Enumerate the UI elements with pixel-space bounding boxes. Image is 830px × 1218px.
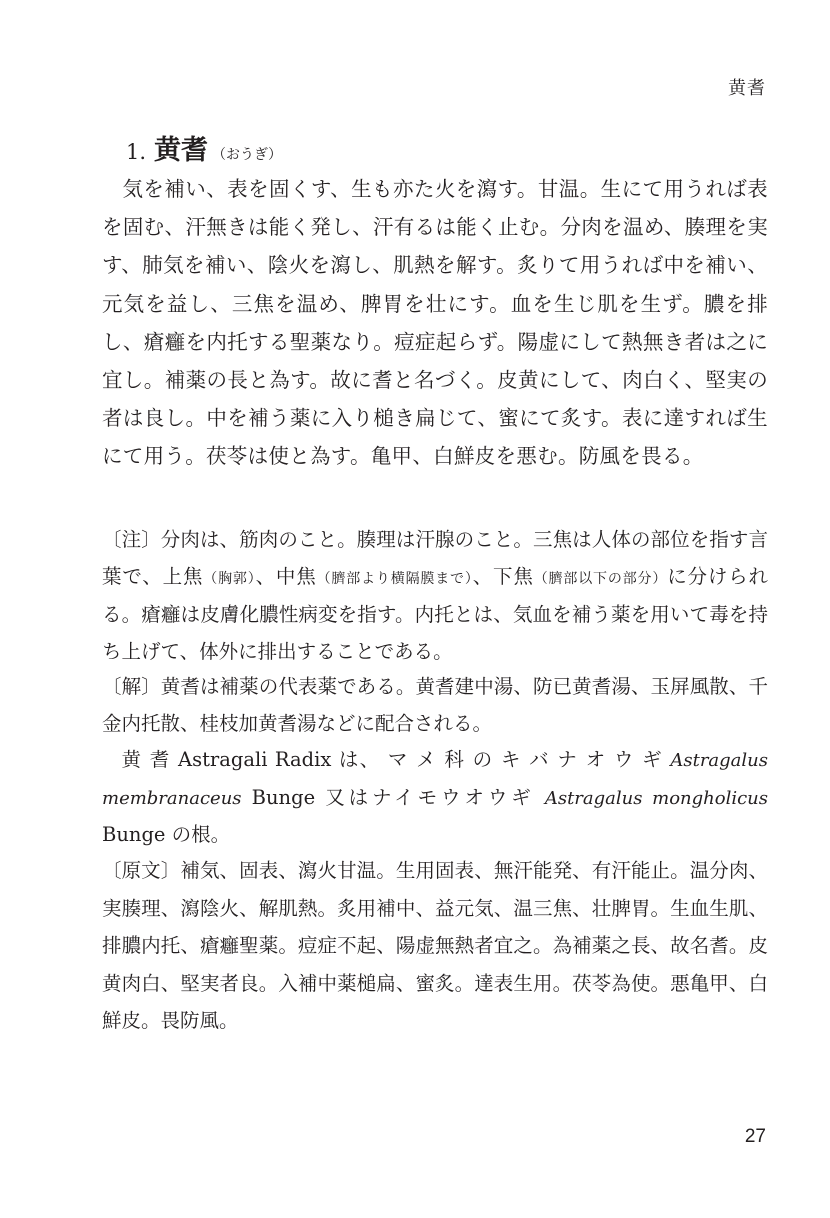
note-annotation: （臍部以下の部分） [533, 570, 668, 587]
original-text: 補気、固表、瀉火甘温。生用固表、無汗能発、有汗能止。温分肉、実腠理、瀉陰火、解肌熱。炙用補中、益元気、温三焦、壮脾胃。生血生肌、排膿内托、瘡癰聖薬。痘症不起、陽虚無熱者宜之。為補薬之長、故名耆。皮黄肉白、堅実者良。入補中薬槌扁、蜜炙。達表生用。茯苓為使。悪亀甲、白鮮皮。畏防風。 [102, 859, 768, 1032]
main-paragraph [102, 170, 768, 476]
section-reading: （おうぎ） [212, 147, 283, 163]
note-text: に分けられる。瘡癰は皮膚化膿性病変を指す。内托とは、気血を補う薬を用いて毒を持ち上げて、体外に排出することである。 [102, 564, 769, 663]
section-title [126, 128, 282, 167]
section-name: 黄耆 [154, 135, 209, 166]
botany-text: 黄 耆 Astragali Radix は、 マ メ 科 の キ バ ナ オ ウ ギ [121, 748, 671, 771]
explanation-block [102, 669, 768, 742]
explanation-text: 黄耆は補薬の代表薬である。黄耆建中湯、防已黄耆湯、玉屏風散、千金内托散、桂枝加黄耆湯などに配合される。 [102, 675, 768, 735]
section-number: 1. [126, 140, 147, 164]
botany-text: Bunge 又はナイモウオウギ [241, 785, 545, 809]
note-annotation: （臍部より横隔膜まで） [316, 570, 473, 587]
note-text: 、下焦 [472, 564, 534, 588]
botany-block [102, 742, 768, 854]
main-text: 気を補い、表を固くす、生も亦た火を瀉す。甘温。生にて用うれば表を固む、汗無きは能く発し、汗有るは能く止む。分肉を温め、腠理を実す、肺気を補い、陰火を瀉し、肌熱を解す。炙りて用うれば中を補い、元気を益し、三焦を温め、脾胃を壮にす。血を生じ肌を生ず。膿を排し、瘡癰を内托する聖薬なり。痘症起らず。陽虚にして熱無き者は之に宜し。補薬の長と為す。故に耆と名づく。皮黄にして、肉白く、堅実の者は良し。中を補う薬に入り槌き扁じて、蜜にて炙す。表に達すれば生にて用う。茯苓は使と為す。亀甲、白鮮皮を悪む。防風を畏る。 [102, 177, 768, 469]
note-block [102, 522, 768, 670]
latin-name: Astragalus membranaceus [102, 750, 768, 809]
original-text-label: 〔原文〕 [102, 859, 181, 882]
note-text: 、中焦 [255, 564, 317, 588]
explanation-label: 〔解〕 [102, 675, 161, 698]
note-label: 〔注〕 [102, 528, 161, 551]
note-annotation: （胸郭） [203, 570, 256, 587]
latin-name: Astragalus mongholicus [544, 787, 768, 809]
note-text: 分肉は、筋肉のこと。腠理は汗腺のこと。三焦は人体の部位を指す言葉で、上焦 [102, 528, 768, 588]
running-header: 黄耆 [728, 78, 766, 99]
botany-text: Bunge の根。 [102, 823, 231, 846]
page-number: 27 [744, 1126, 766, 1147]
original-text-block [102, 852, 768, 1040]
